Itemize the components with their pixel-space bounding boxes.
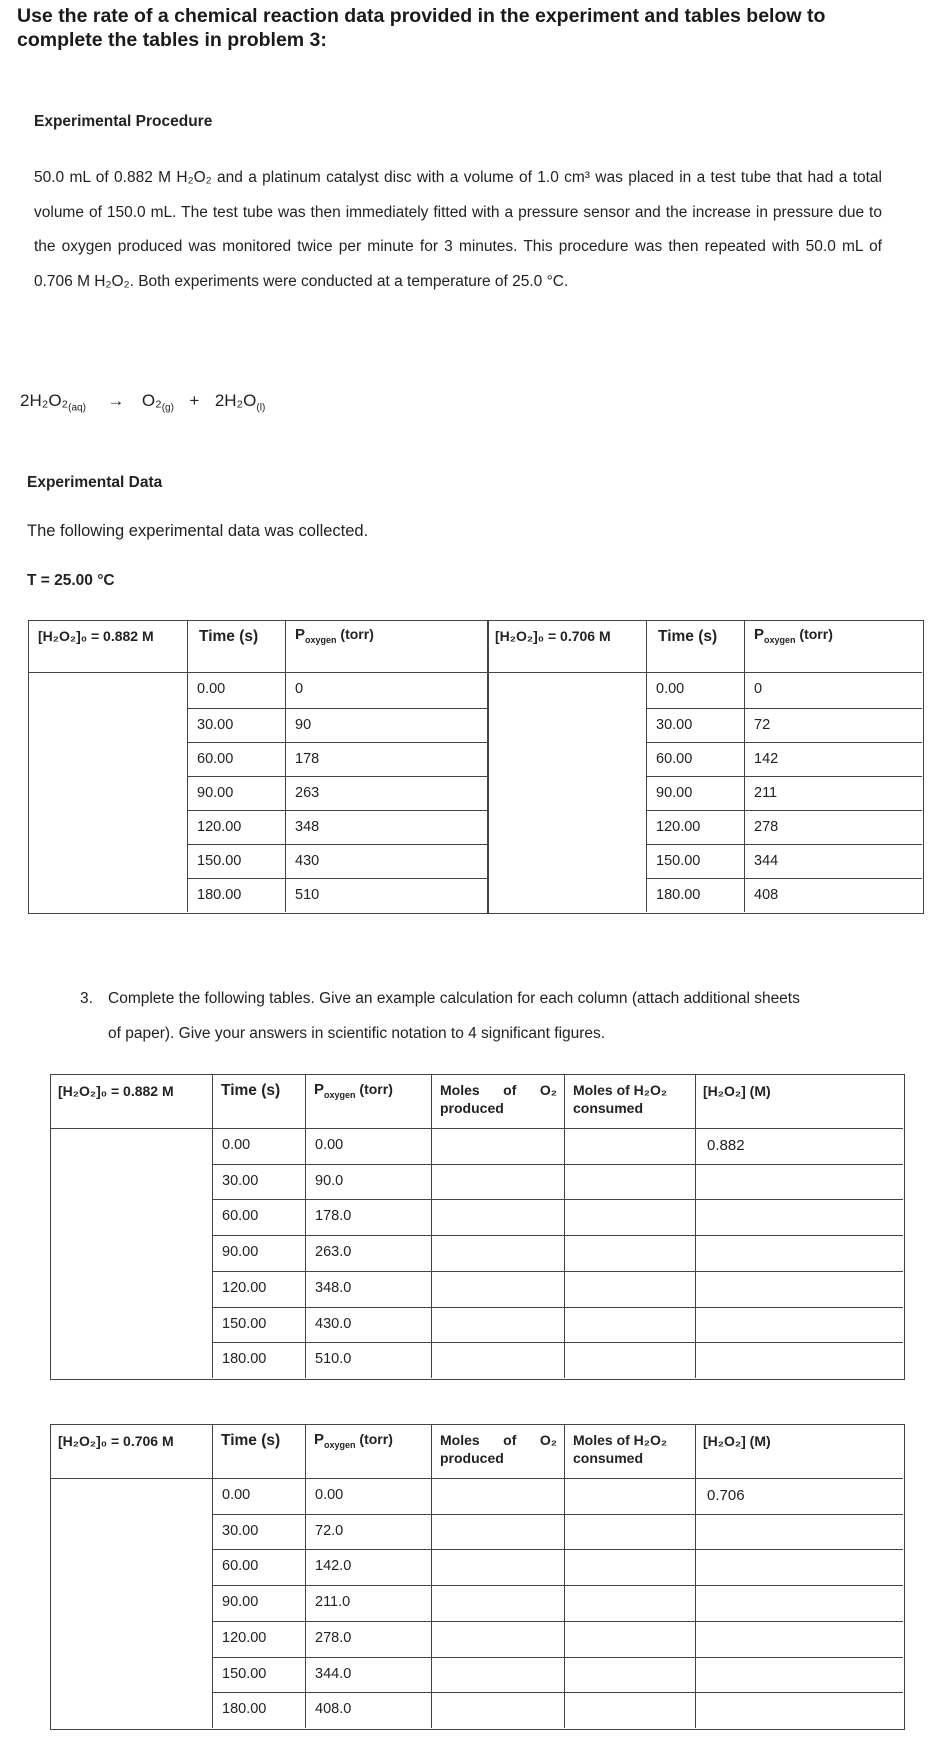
answer-table-2-time-cell: 120.00 [222, 1629, 267, 1646]
answer-table-2-vline [431, 1424, 432, 1728]
eq-product-o2-state: (g) [161, 402, 174, 414]
answer-table-1-vline [431, 1074, 432, 1378]
answer-table-1-moles-h2o2-line2: consumed [573, 1100, 644, 1116]
answer-table-1-conc-header: [H₂O₂] (M) [703, 1083, 771, 1099]
answer-table-2-pressure-cell: 278.0 [315, 1629, 352, 1646]
answer-table-2-header-line [50, 1478, 903, 1479]
exp-table-2-time-cell: 150.00 [656, 853, 701, 869]
answer-table-2-moles-o2-line2: produced [440, 1450, 504, 1466]
exp-table-2-vline-1 [646, 620, 647, 912]
exp-table-2-time-cell: 120.00 [656, 819, 701, 835]
exp-table-2-pressure-cell: 344 [754, 853, 779, 869]
exp-table-1-time-cell: 150.00 [197, 853, 242, 869]
exp-table-2-pressure-cell: 408 [754, 887, 779, 903]
exp-table-2-row-line [646, 708, 922, 709]
answer-table-1-pressure-cell: 348.0 [315, 1279, 352, 1296]
answer-table-1-pressure-header-p: P [314, 1081, 325, 1098]
eq-arrow: → [107, 391, 125, 410]
exp-table-2-pressure-header-unit: (torr) [795, 626, 833, 642]
answer-table-1-time-cell: 0.00 [222, 1137, 251, 1153]
exp-table-2-pressure-header [754, 626, 833, 645]
eq-product-water: 2H₂O [214, 391, 257, 410]
answer-table-1-vline [695, 1074, 696, 1378]
exp-table-2-time-header: Time (s) [658, 628, 718, 645]
answer-table-2-pressure-cell: 72.0 [315, 1522, 344, 1539]
problem-3-text-1: Complete the following tables. Give an example calculation for each column (attach additional sheets [108, 990, 800, 1007]
answer-table-2-vline [305, 1424, 306, 1728]
answer-table-1-pressure-cell: 90.0 [315, 1172, 344, 1189]
exp-table-2-time-cell: 60.00 [656, 751, 693, 767]
answer-table-2-moles-o2-line1: Moles of O₂ [440, 1432, 557, 1448]
answer-table-2-pressure-cell: 211.0 [315, 1594, 351, 1611]
answer-table-2-moles-h2o2-header [573, 1431, 667, 1467]
exp-table-1-pressure-cell: 430 [295, 853, 320, 869]
problem-3-number: 3. [80, 990, 93, 1007]
eq-product-o2: O₂ [141, 391, 162, 410]
answer-table-1-row-line [212, 1271, 903, 1272]
answer-table-2-time-header: Time (s) [221, 1432, 281, 1449]
exp-table-2-row-line [646, 810, 922, 811]
answer-table-2-pressure-header-sub: oxygen [324, 1439, 356, 1450]
exp-table-2-conc-label: [H₂O₂]₀ = 0.706 M [495, 628, 611, 644]
answer-table-2-pressure-header-p: P [314, 1431, 325, 1448]
problem-3-line-1 [80, 990, 800, 1008]
exp-table-1-row-line [187, 742, 487, 743]
exp-table-2-time-cell: 0.00 [656, 681, 685, 697]
eq-product-water-state: (l) [256, 402, 266, 414]
temperature: T = 25.00 °C [27, 572, 115, 589]
instructions-line-1: Use the rate of a chemical reaction data provided in the experiment and tables below to [17, 5, 826, 27]
exp-table-2-row-line [646, 844, 922, 845]
exp-table-1-time-cell: 0.00 [197, 681, 226, 697]
exp-table-1-conc-label: [H₂O₂]₀ = 0.882 M [38, 628, 154, 644]
answer-table-1-initial-conc: 0.882 [707, 1137, 745, 1154]
answer-table-1-pressure-header-sub: oxygen [324, 1089, 356, 1100]
answer-table-1-vline [564, 1074, 565, 1378]
exp-table-1-time-cell: 180.00 [197, 887, 242, 903]
exp-table-1-row-line [187, 776, 487, 777]
exp-table-1-time-cell: 120.00 [197, 819, 242, 835]
answer-table-1-moles-o2-line2: produced [440, 1100, 504, 1116]
exp-table-1-time-cell: 60.00 [197, 751, 234, 767]
answer-table-2-frame [50, 1424, 905, 1730]
exp-table-1-row-line [187, 810, 487, 811]
exp-table-1-pressure-cell: 90 [295, 717, 312, 733]
answer-table-1-frame [50, 1074, 905, 1380]
answer-table-1-time-cell: 30.00 [222, 1172, 259, 1189]
exp-table-1-pressure-cell: 510 [295, 887, 320, 903]
exp-table-2-pressure-header-p: P [754, 626, 765, 643]
answer-table-2-pressure-header [314, 1430, 393, 1454]
answer-table-1-conc-label: [H₂O₂]₀ = 0.882 M [58, 1083, 174, 1099]
answer-table-2-time-cell: 0.00 [222, 1487, 251, 1503]
answer-table-1-pressure-cell: 263.0 [315, 1244, 352, 1261]
exp-table-2-row-line [646, 742, 922, 743]
answer-table-1-row-line [212, 1199, 903, 1200]
exp-table-2-pressure-cell: 72 [754, 717, 771, 733]
answer-table-2-moles-h2o2-line2: consumed [573, 1450, 644, 1466]
exp-table-1-time-cell: 90.00 [197, 785, 234, 801]
answer-table-1-time-cell: 150.00 [222, 1315, 267, 1332]
exp-table-1-frame [28, 620, 489, 914]
answer-table-2-time-cell: 90.00 [222, 1594, 259, 1611]
exp-table-2-row-line [646, 776, 922, 777]
exp-table-1-vline-1 [187, 620, 188, 912]
exp-table-1-row-line [187, 708, 487, 709]
answer-table-2-time-cell: 150.00 [222, 1665, 267, 1682]
answer-table-2-vline [695, 1424, 696, 1728]
answer-table-2-time-cell: 30.00 [222, 1522, 259, 1539]
answer-table-1-time-cell: 120.00 [222, 1279, 267, 1296]
answer-table-1-pressure-cell: 0.00 [315, 1137, 344, 1153]
answer-table-1-time-header: Time (s) [221, 1082, 281, 1099]
answer-table-2-time-cell: 180.00 [222, 1701, 267, 1718]
answer-table-2-pressure-cell: 408.0 [315, 1701, 352, 1718]
answer-table-1-moles-o2-header [440, 1081, 557, 1117]
answer-table-2-vline [212, 1424, 213, 1728]
exp-table-1-pressure-cell: 348 [295, 819, 320, 835]
answer-table-2-pressure-cell: 0.00 [315, 1487, 344, 1503]
exp-table-1-pressure-header-unit: (torr) [336, 626, 374, 642]
exp-table-1-header-line [28, 672, 487, 673]
answer-table-2-row-line [212, 1692, 903, 1693]
answer-table-1-moles-h2o2-header [573, 1081, 667, 1117]
exp-table-2-pressure-header-sub: oxygen [764, 634, 796, 645]
data-intro: The following experimental data was collected. [27, 522, 369, 540]
answer-table-2-conc-label: [H₂O₂]₀ = 0.706 M [58, 1433, 174, 1449]
exp-table-2-frame [487, 620, 924, 914]
eq-plus: + [189, 391, 200, 410]
answer-table-1-moles-h2o2-line1: Moles of H₂O₂ [573, 1082, 668, 1098]
answer-table-1-pressure-header [314, 1080, 393, 1104]
exp-table-2-pressure-cell: 142 [754, 751, 779, 767]
answer-table-2-row-line [212, 1585, 903, 1586]
eq-reactant-state: (aq) [68, 402, 86, 414]
answer-table-2-row-line [212, 1549, 903, 1550]
answer-table-2-vline [564, 1424, 565, 1728]
exp-table-1-row-line [187, 878, 487, 879]
answer-table-2-time-cell: 60.00 [222, 1558, 259, 1575]
answer-table-2-initial-conc: 0.706 [707, 1487, 745, 1504]
answer-table-1-time-cell: 90.00 [222, 1244, 259, 1261]
exp-table-1-time-cell: 30.00 [197, 717, 234, 733]
answer-table-2-pressure-header-unit: (torr) [355, 1431, 393, 1447]
answer-table-2-row-line [212, 1657, 903, 1658]
answer-table-1-vline [305, 1074, 306, 1378]
exp-table-1-pressure-cell: 263 [295, 785, 320, 801]
exp-table-1-pressure-header [295, 626, 374, 645]
exp-table-2-pressure-cell: 278 [754, 819, 779, 835]
exp-table-2-header-line [487, 672, 922, 673]
exp-table-1-pressure-header-sub: oxygen [305, 634, 337, 645]
answer-table-2-row-line [212, 1514, 903, 1515]
answer-table-2-row-line [212, 1621, 903, 1622]
exp-table-2-row-line [646, 878, 922, 879]
exp-table-1-pressure-header-p: P [295, 626, 306, 643]
exp-table-1-pressure-cell: 0 [295, 681, 304, 697]
answer-table-1-moles-o2-line1: Moles of O₂ [440, 1082, 557, 1098]
exp-table-2-time-cell: 90.00 [656, 785, 693, 801]
answer-table-1-row-line [212, 1235, 903, 1236]
exp-table-2-pressure-cell: 0 [754, 681, 763, 697]
procedure-text: 50.0 mL of 0.882 M H₂O₂ and a platinum catalyst disc with a volume of 1.0 cm³ was placed in a test tube that had a total volume of 150.0 mL. The test tube was then immediately fitted with a pressure sensor and the increase in pressure due to the oxygen produced was monitored twice per minute for 3 minutes. This procedure was then repeated with 50.0 mL of 0.706 M H₂O₂. Both experiments were conducted at a temperature of 25.0 °C. [34, 169, 882, 290]
answer-table-2-moles-o2-header [440, 1431, 557, 1467]
answer-table-1-pressure-cell: 510.0 [315, 1351, 352, 1368]
instructions-line-2: complete the tables in problem 3: [17, 29, 327, 51]
exp-table-2-vline-2 [744, 620, 745, 912]
eq-reactant: 2H₂O₂ [20, 391, 69, 410]
answer-table-2-pressure-cell: 344.0 [315, 1665, 352, 1682]
answer-table-2-moles-h2o2-line1: Moles of H₂O₂ [573, 1432, 668, 1448]
exp-table-2-pressure-cell: 211 [754, 785, 778, 801]
answer-table-1-row-line [212, 1307, 903, 1308]
instructions-header [17, 4, 917, 52]
reaction-equation [20, 391, 265, 413]
procedure-title: Experimental Procedure [34, 113, 213, 130]
exp-table-2-time-cell: 180.00 [656, 887, 701, 903]
data-section-title: Experimental Data [27, 474, 163, 491]
answer-table-1-time-cell: 180.00 [222, 1351, 267, 1368]
problem-3-line-2: of paper). Give your answers in scientific notation to 4 significant figures. [108, 1025, 606, 1042]
answer-table-1-header-line [50, 1128, 903, 1129]
answer-table-1-pressure-cell: 430.0 [315, 1315, 352, 1332]
exp-table-1-row-line [187, 844, 487, 845]
exp-table-1-vline-2 [285, 620, 286, 912]
answer-table-2-pressure-cell: 142.0 [315, 1558, 352, 1575]
answer-table-1-row-line [212, 1342, 903, 1343]
answer-table-1-pressure-header-unit: (torr) [355, 1081, 393, 1097]
answer-table-1-pressure-cell: 178.0 [315, 1208, 352, 1225]
exp-table-1-time-header: Time (s) [199, 628, 259, 645]
answer-table-1-vline [212, 1074, 213, 1378]
answer-table-1-time-cell: 60.00 [222, 1208, 259, 1225]
answer-table-1-row-line [212, 1164, 903, 1165]
exp-table-2-time-cell: 30.00 [656, 717, 693, 733]
answer-table-2-conc-header: [H₂O₂] (M) [703, 1433, 771, 1449]
exp-table-1-pressure-cell: 178 [295, 751, 320, 767]
